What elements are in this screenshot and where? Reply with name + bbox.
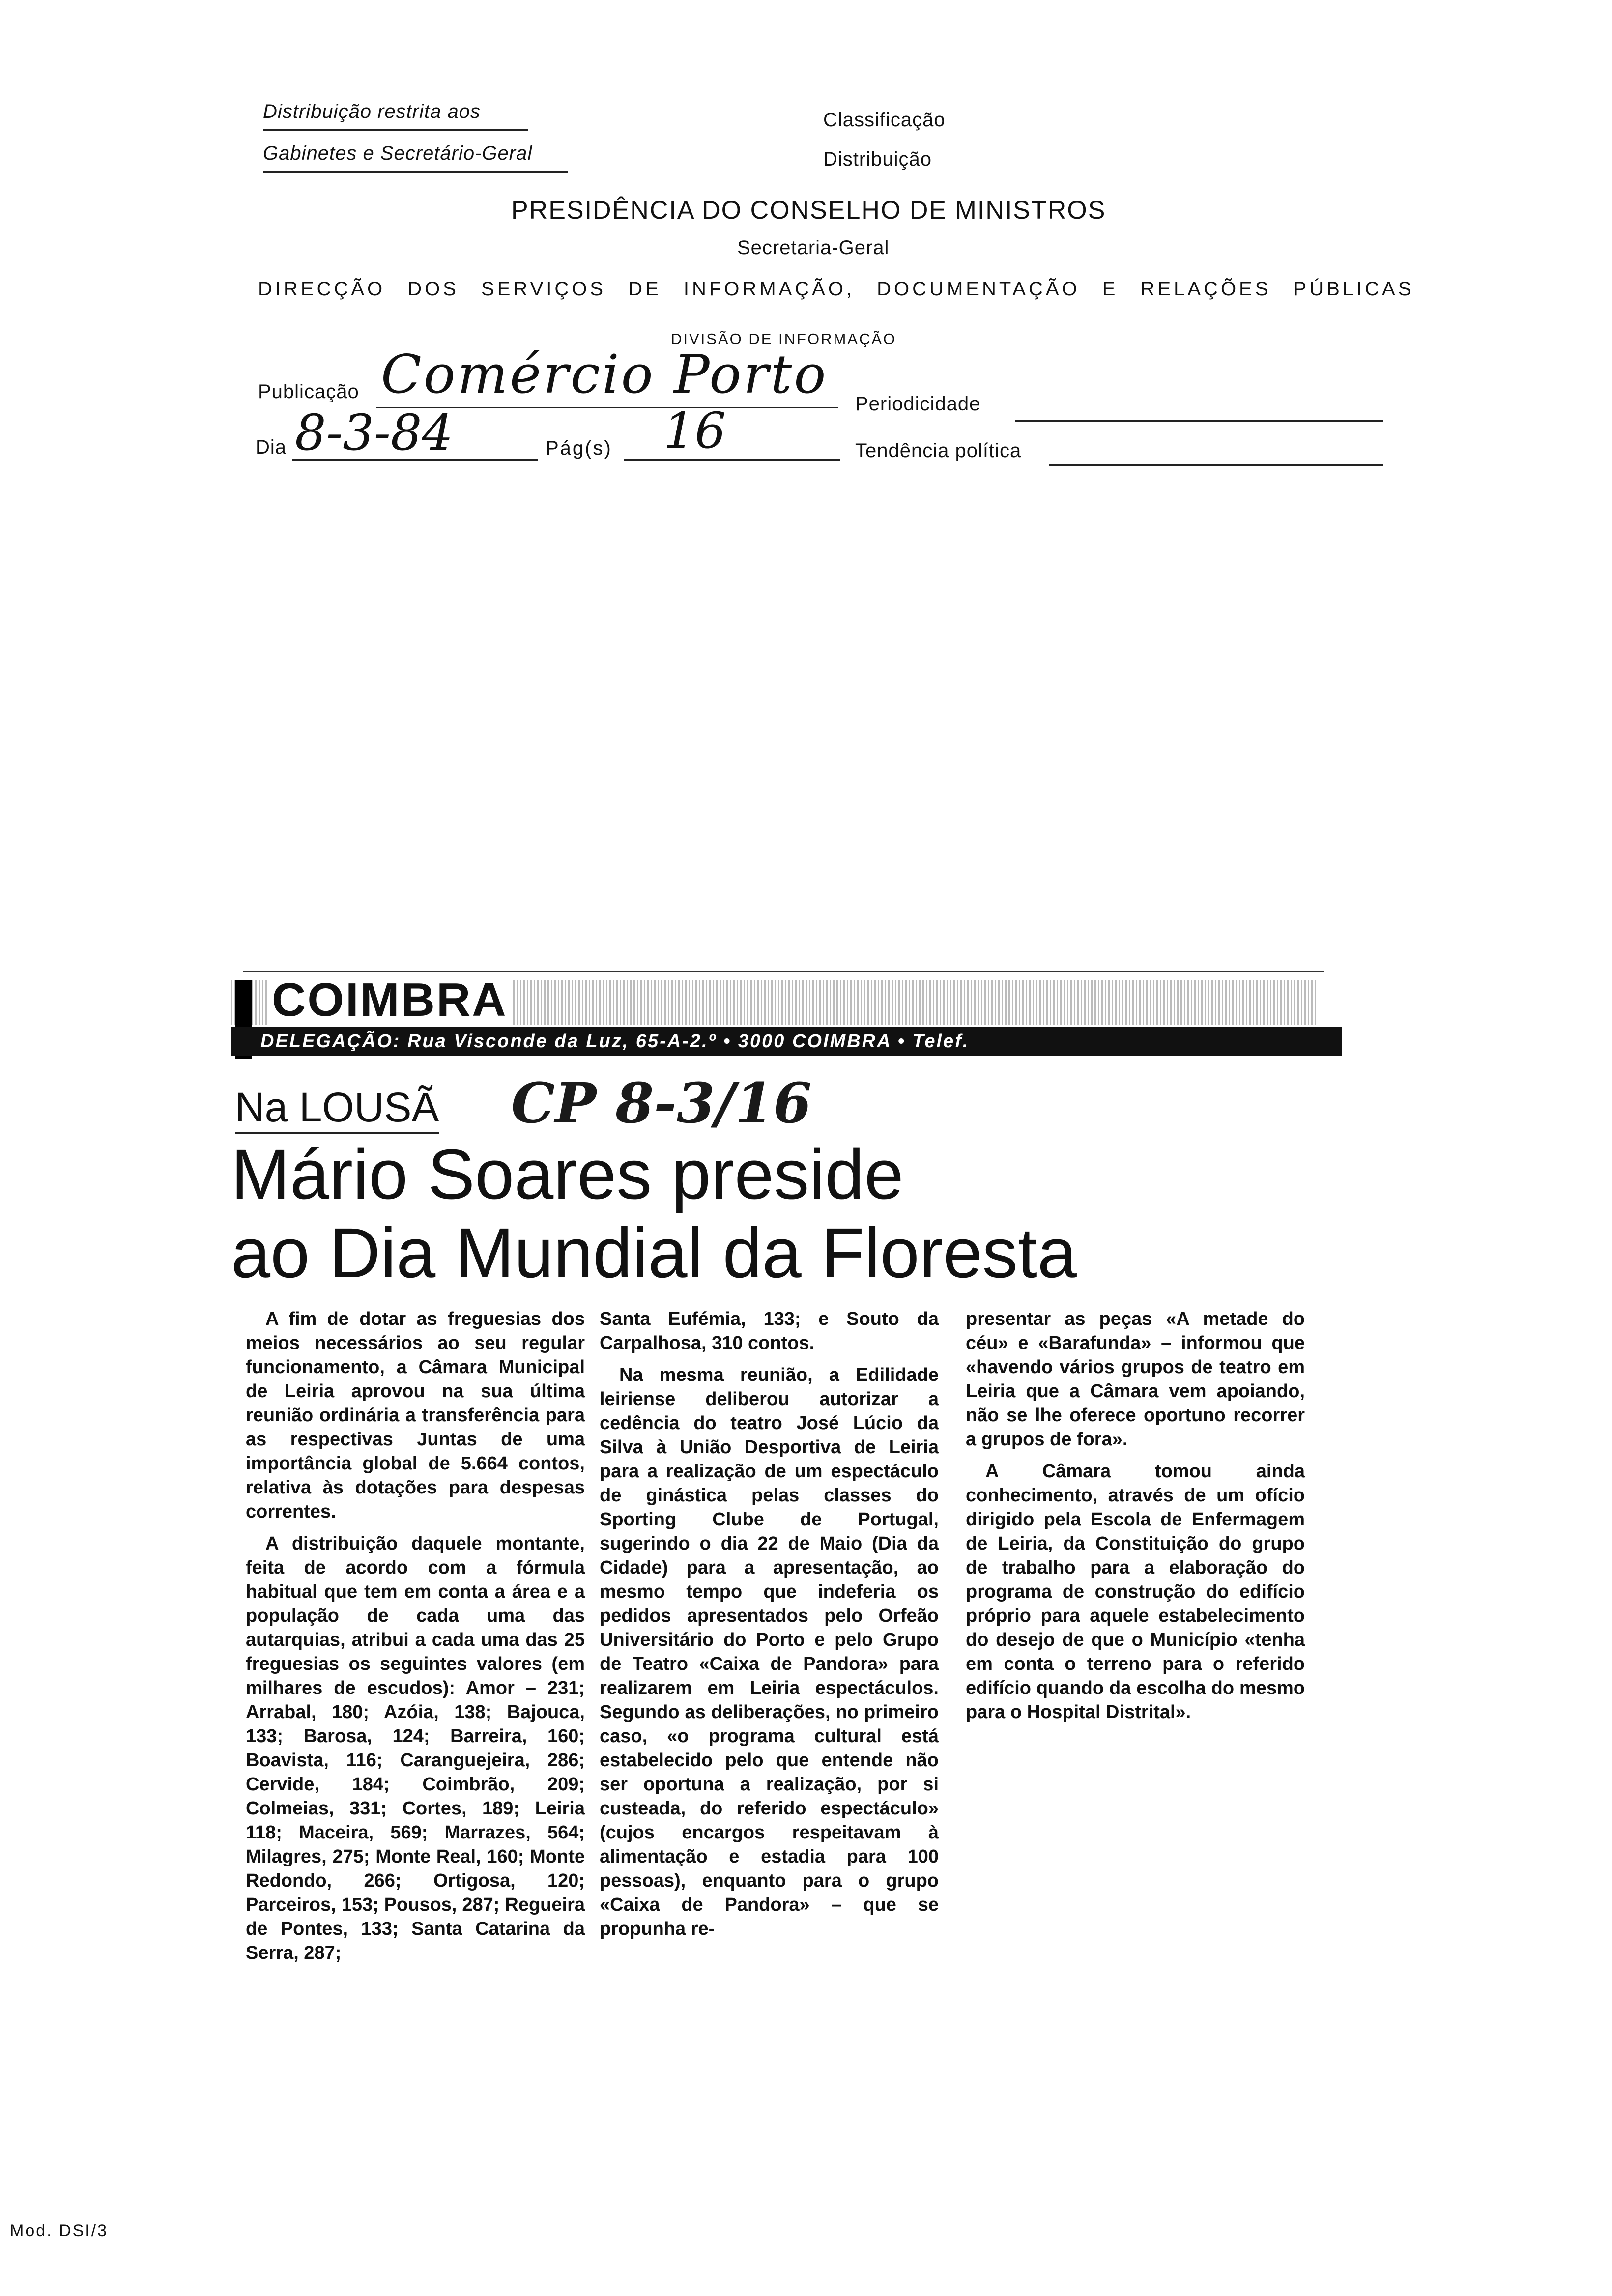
restricted-line-1: Distribuição restrita aos: [263, 101, 481, 122]
article-column-3: [966, 1307, 1305, 1732]
clipping-top-rule: [243, 971, 1324, 972]
divisao-label: DIVISÃO DE INFORMAÇÃO: [671, 330, 897, 347]
pags-handwritten: 16: [663, 402, 726, 459]
periodicidade-line: [1015, 420, 1383, 422]
org-title: PRESIDÊNCIA DO CONSELHO DE MINISTROS: [511, 196, 1106, 225]
restricted-underline-2: [263, 171, 568, 173]
distribuicao-label: Distribuição: [823, 148, 932, 170]
headline-line-2: ao Dia Mundial da Floresta: [231, 1213, 1077, 1292]
form-footer: Mod. DSI/3: [10, 2221, 109, 2240]
headline-line-1: Mário Soares preside: [231, 1135, 904, 1214]
pags-line: [624, 459, 840, 461]
article-column-1: [246, 1307, 585, 1973]
dia-line: [292, 459, 538, 461]
banner-title: COIMBRA: [268, 973, 512, 1027]
kicker: Na LOUSÃ: [235, 1084, 439, 1134]
col2-paragraph-1: Santa Eufémia, 133; e Souto da Carpalhosa, 310 contos.: [600, 1309, 939, 1353]
classificacao-label: Classificação: [823, 109, 946, 131]
restricted-underline-1: [263, 129, 528, 131]
clipping-handwritten-ref: CP 8-3/16: [511, 1071, 812, 1136]
tendencia-label: Tendência política: [855, 440, 1022, 461]
periodicidade-label: Periodicidade: [855, 393, 981, 415]
direccao-line: DIRECÇÃO DOS SERVIÇOS DE INFORMAÇÃO, DOCUMENTAÇÃO E RELAÇÕES PÚBLICAS: [258, 278, 1414, 300]
org-subtitle: Secretaria-Geral: [737, 237, 890, 258]
publicacao-handwritten: Comércio Porto: [381, 344, 828, 405]
tendencia-line: [1049, 464, 1383, 466]
col1-paragraph-2: A distribuição daquele montante, feita de acordo com a fórmula habitual que tem em conta a área e a população de cada uma das autarquias, atribui a cada uma das 25 freguesias os seguintes valores (em milhares de escudos): Amor – 231; Arrabal, 180; Azóia, 138; Bajouca, 133; Barosa, 124; Barreira, 160; Boavista, 116; Caranguejeira, 286; Cervide, 184; Coimbrão, 209; Colmeias, 331; Cortes, 189; Leiria 118; Maceira, 569; Marrazes, 564; Milagres, 275; Monte Real, 160; Monte Redondo, 266; Ortigosa, 120; Parceiros, 153; Pousos, 287; Regueira de Pontes, 133; Santa Catarina da Serra, 287;: [246, 1533, 585, 1963]
col3-paragraph-1: presentar as peças «A metade do céu» e «Barafunda» – informou que «havendo vários grupos de teatro em Leiria que a Câmara vem apoiando, não se lhe oferece oportuno recorrer a grupos de fora».: [966, 1309, 1305, 1450]
restricted-line-2: Gabinetes e Secretário-Geral: [263, 143, 533, 164]
article-column-2: [600, 1307, 939, 1949]
publicacao-label: Publicação: [258, 381, 359, 402]
col2-paragraph-2: Na mesma reunião, a Edilidade leiriense deliberou autorizar a cedência do teatro José Lúcio da Silva à União Desportiva de Leiria para a realização de um espectáculo de ginástica pelas classes do Sporting Clube de Portugal, sugerindo o dia 22 de Maio (Dia da Cidade) para a apresentação, ao mesmo tempo que indeferia os pedidos apresentados pelo Orfeão Universitário do Porto e pelo Grupo de Teatro «Caixa de Pandora» para realizarem em Leiria espectáculos. Segundo as deliberações, no primeiro caso, «o programa cultural está estabelecido pelo que entende não ser oportuna a realização, por si custeada, do referido espectáculo» (cujos encargos respeitavam à alimentação e estadia para 100 pessoas), enquanto para o grupo «Caixa de Pandora» – que se propunha re-: [600, 1365, 939, 1939]
col1-paragraph-1: A fim de dotar as freguesias dos meios necessários ao seu regular funcionamento, a Câmara Municipal de Leiria aprovou na sua última reunião ordinária a transferência para as respectivas Juntas de uma importância global de 5.664 contos, relativa às dotações para despesas correntes.: [246, 1309, 585, 1522]
col3-paragraph-2: A Câmara tomou ainda conhecimento, através de um ofício dirigido pela Escola de Enfermagem de Leiria, da Constituição do grupo de trabalho para a elaboração do programa de construção do edifício próprio para aquele estabelecimento do desejo de que o Município «tenha em conta o terreno para o referido edifício quando da escolha do mesmo para o Hospital Distrital».: [966, 1461, 1305, 1722]
pags-label: Pág(s): [546, 437, 612, 459]
dia-label: Dia: [256, 436, 287, 458]
banner-subtitle: DELEGAÇÃO: Rua Visconde da Luz, 65-A-2.º • 3000 COIMBRA • Telef.: [231, 1027, 1342, 1056]
dia-handwritten: 8-3-84: [295, 404, 454, 461]
